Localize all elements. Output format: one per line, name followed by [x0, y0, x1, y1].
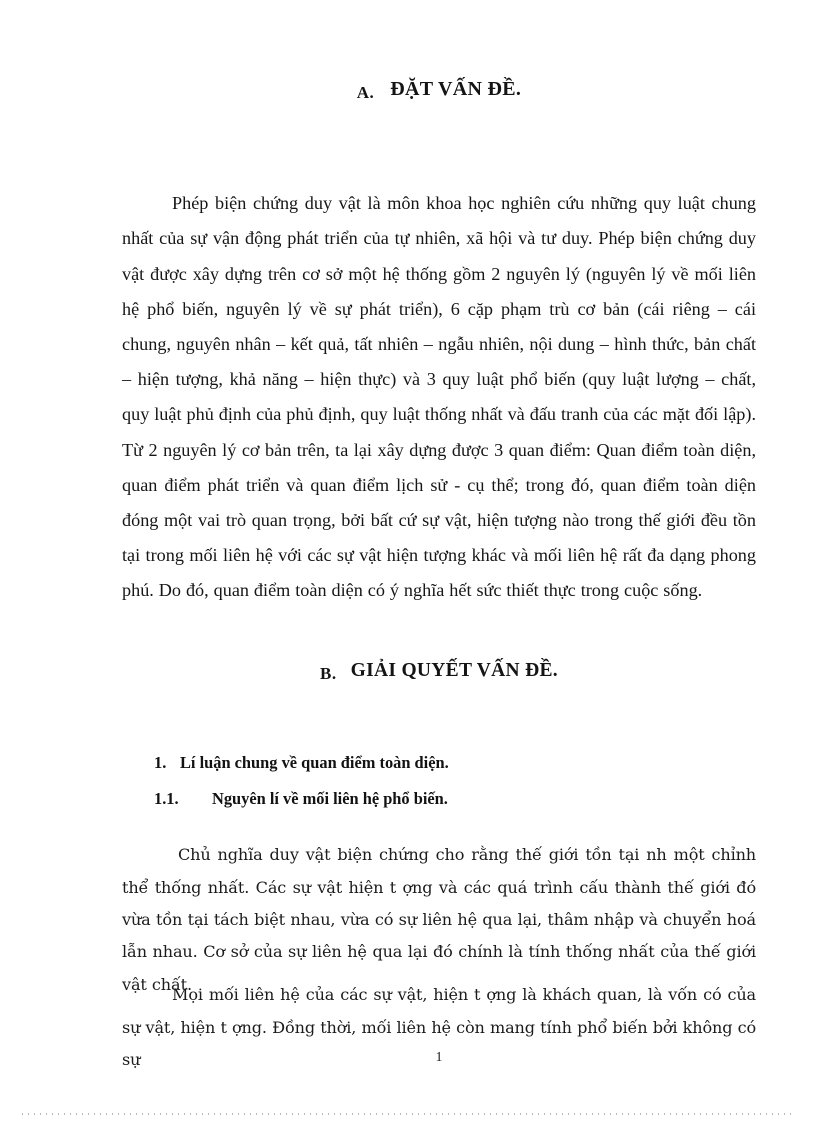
section-a-letter: A.	[356, 83, 375, 102]
paragraph-intro: Phép biện chứng duy vật là môn khoa học nghiên cứu những quy luật chung nhất của sự vận động phát triển của tự nhiên, xã hội và tư duy. Phép biện chứng duy vật được xây dựng trên cơ sở một hệ thống gồm 2 nguyên lý (nguyên lý về mối liên hệ phổ biến, nguyên lý về sự phát triển), 6 cặp phạm trù cơ bản (cái riêng – cái chung, nguyên nhân – kết quả, tất nhiên – ngẫu nhiên, nội dung – hình thức, bản chất – hiện tượng, khả năng – hiện thực) và 3 quy luật phổ biến (quy luật lượng – chất, quy luật phủ định của phủ định, quy luật thống nhất và đấu tranh của các mặt đối lập). Từ 2 nguyên lý cơ bản trên, ta lại xây dựng được 3 quan điểm: Quan điểm toàn diện, quan điểm phát triển và quan điểm lịch sử - cụ thể; trong đó, quan điểm toàn diện đóng một vai trò quan trọng, bởi bất cứ sự vật, hiện tượng nào trong thế giới đều tồn tại trong mối liên hệ với các sự vật hiện tượng khác và mối liên hệ rất đa dạng phong phú. Do đó, quan điểm toàn diện có ý nghĩa hết sức thiết thực trong cuộc sống.	[122, 193, 756, 601]
section-heading-b	[122, 660, 756, 682]
subheading-1-text: Lí luận chung về quan điểm toàn diện.	[180, 753, 449, 772]
page-content	[122, 0, 756, 1123]
section-a-title: ĐẶT VẤN ĐỀ.	[390, 78, 522, 100]
section-heading-a	[122, 78, 756, 101]
subheading-1-1-text: Nguyên lí về mối liên hệ phổ biến.	[212, 789, 448, 808]
paragraph-material-unity: Chủ nghĩa duy vật biện chứng cho rằng thế giới tồn tại nh một chỉnh thể thống nhất. Các sự vật hiện t ợng và các quá trình cấu thành thế giới đó vừa tồn tại tách biệt nhau, vừa có sự liên hệ qua lại, thâm nhập và chuyển hoá lẫn nhau. Cơ sở của sự liên hệ qua lại đó chính là tính thống nhất của thế giới vật chất.	[122, 845, 756, 994]
subheading-1-1-number: 1.1.	[154, 789, 179, 808]
section-b-letter: B.	[320, 664, 337, 683]
subheading-1	[154, 753, 449, 773]
subheading-1-1	[154, 789, 448, 809]
subheading-1-number: 1.	[154, 753, 167, 772]
page-number: 1	[435, 1050, 443, 1065]
bottom-dotted-rule	[22, 1113, 794, 1115]
paragraph-objective-links: Mọi mối liên hệ của các sự vật, hiện t ợng là khách quan, là vốn có của sự vật, hiện t ợng. Đồng thời, mối liên hệ còn mang tính phổ biến bởi không có sự	[122, 985, 756, 1069]
section-b-title: GIẢI QUYẾT VẤN ĐỀ.	[350, 660, 558, 681]
